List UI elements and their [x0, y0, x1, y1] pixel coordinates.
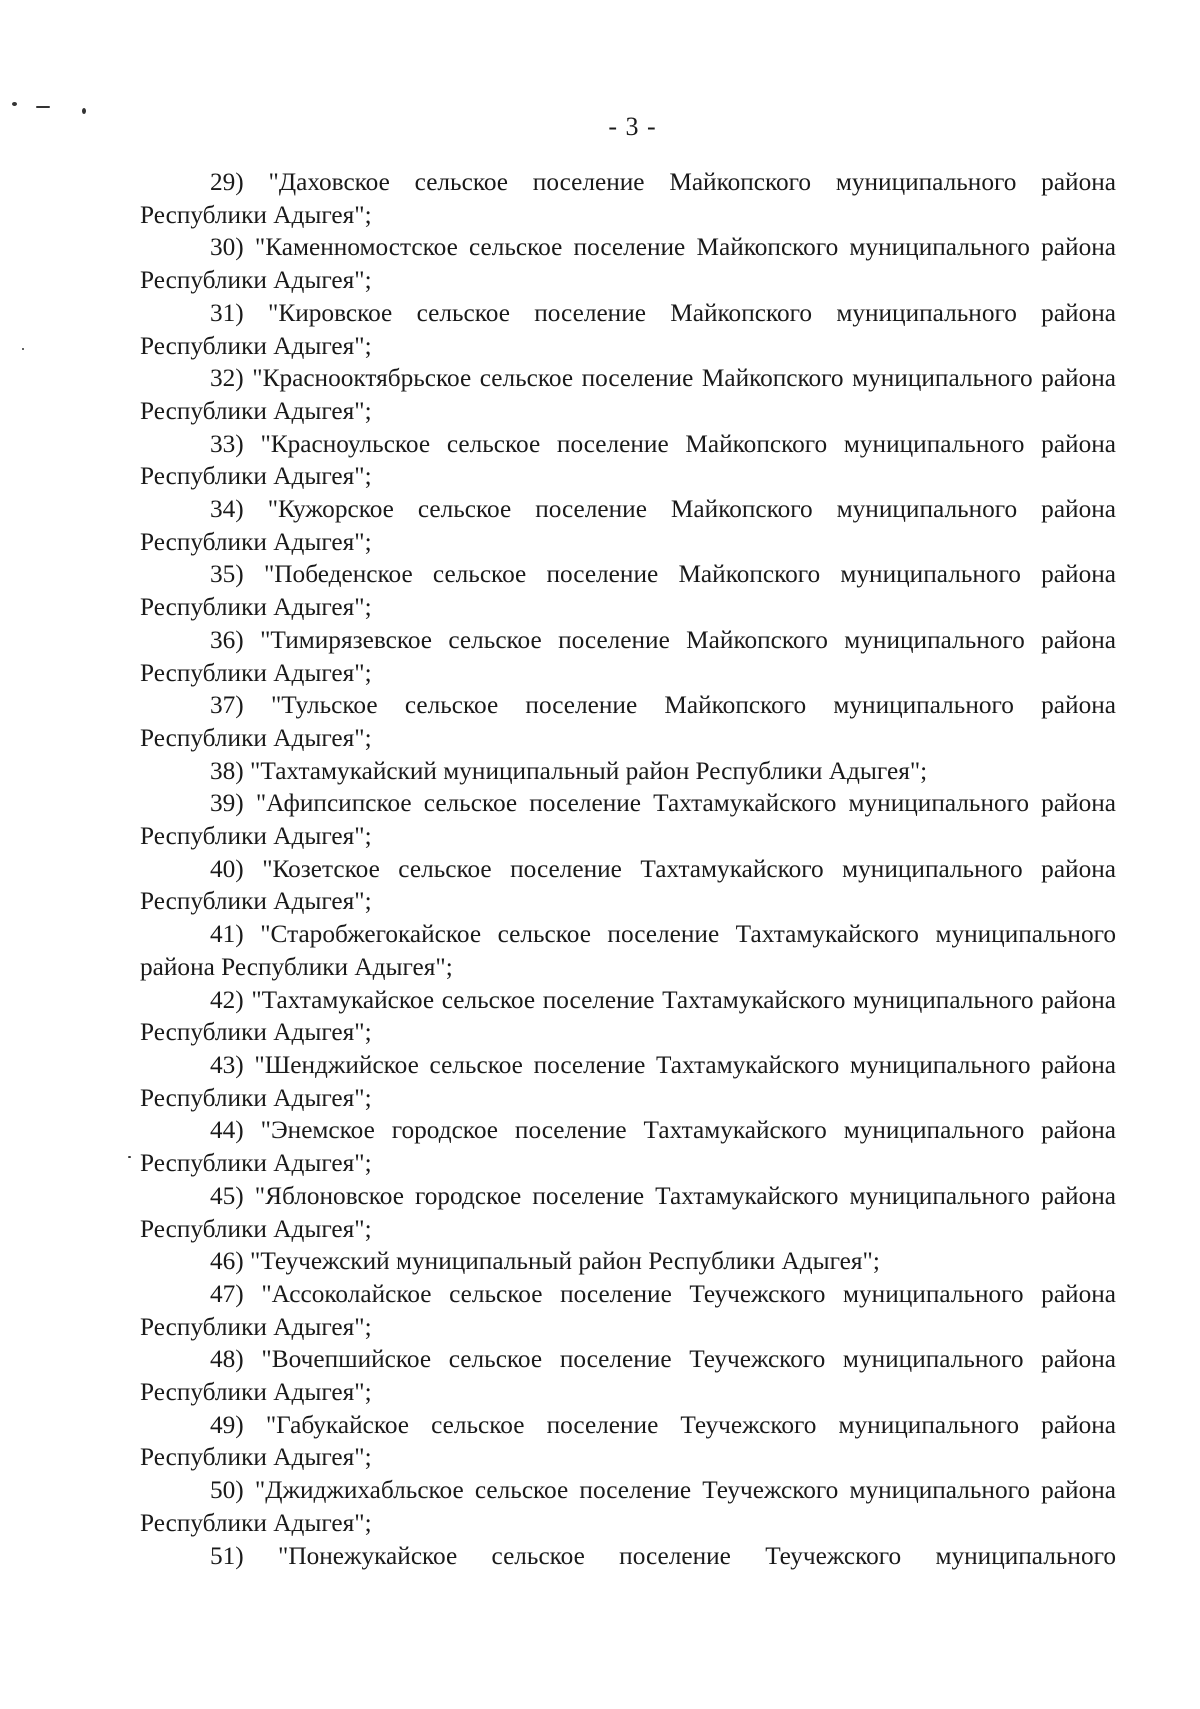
list-item: 41) "Старобжегокайское сельское поселение Тахтамукайского муниципального района Республики Адыгея"; — [140, 920, 1116, 981]
list-item: 49) "Габукайское сельское поселение Теучежского муниципального района Республики Адыгея"; — [140, 1410, 1116, 1472]
list-item: 37) "Тульское сельское поселение Майкопского муниципального района Республики Адыгея"; — [140, 691, 1116, 752]
scan-artifact — [12, 102, 17, 106]
list-item: 42) "Тахтамукайское сельское поселение Тахтамукайского муниципального района Республики Адыгея"; — [140, 985, 1116, 1047]
list-item: 33) "Красноульское сельское поселение Майкопского муниципального района Республики Адыгея"; — [140, 429, 1116, 491]
list-item: 29) "Даховское сельское поселение Майкопского муниципального района Республики Адыгея"; — [140, 168, 1116, 229]
list-item: 38) "Тахтамукайский муниципальный район Республики Адыгея"; — [210, 756, 928, 785]
list-item: 36) "Тимирязевское сельское поселение Майкопского муниципального района Республики Адыгея"; — [140, 625, 1116, 687]
list-item: 48) "Вочепшийское сельское поселение Теучежского муниципального района Республики Адыгея"; — [140, 1345, 1116, 1407]
list-item: 47) "Ассоколайское сельское поселение Теучежского муниципального района Республики Адыгея"; — [140, 1279, 1116, 1341]
page-number: - 3 - — [608, 112, 657, 141]
list-item: 46) "Теучежский муниципальный район Республики Адыгея"; — [210, 1247, 880, 1276]
list-item: 51) "Понежукайское сельское поселение Теучежского муниципального — [210, 1541, 1116, 1570]
scan-artifact — [36, 106, 50, 108]
list-item: 43) "Шенджийское сельское поселение Тахтамукайского муниципального района Республики Адыгея"; — [140, 1050, 1116, 1112]
list-item: 40) "Козетское сельское поселение Тахтамукайского муниципального района Республики Адыгея"; — [140, 854, 1116, 916]
list-item: 44) "Энемское городское поселение Тахтамукайского муниципального района Республики Адыгея"; — [140, 1116, 1116, 1178]
list-item: 31) "Кировское сельское поселение Майкопского муниципального района Республики Адыгея"; — [140, 298, 1116, 360]
list-item: 32) "Краснооктябрьское сельское поселение Майкопского муниципального района Республики Адыгея"; — [140, 364, 1116, 425]
scan-artifact — [22, 348, 24, 350]
scan-artifact — [128, 1156, 131, 1158]
list-item: 34) "Кужорское сельское поселение Майкопского муниципального района Республики Адыгея"; — [140, 495, 1116, 556]
document-body — [140, 166, 1116, 1572]
list-item: 45) "Яблоновское городское поселение Тахтамукайского муниципального района Республики Адыгея"; — [140, 1181, 1116, 1243]
list-item: 50) "Джиджихабльское сельское поселение Теучежского муниципального района Республики Адыгея"; — [140, 1476, 1116, 1537]
list-item: 35) "Победенское сельское поселение Майкопского муниципального района Республики Адыгея"; — [140, 560, 1116, 622]
list-item: 39) "Афипсипское сельское поселение Тахтамукайского муниципального района Республики Адыгея"; — [140, 789, 1116, 851]
list-item: 30) "Каменномостское сельское поселение Майкопского муниципального района Республики Адыгея"; — [140, 233, 1116, 295]
